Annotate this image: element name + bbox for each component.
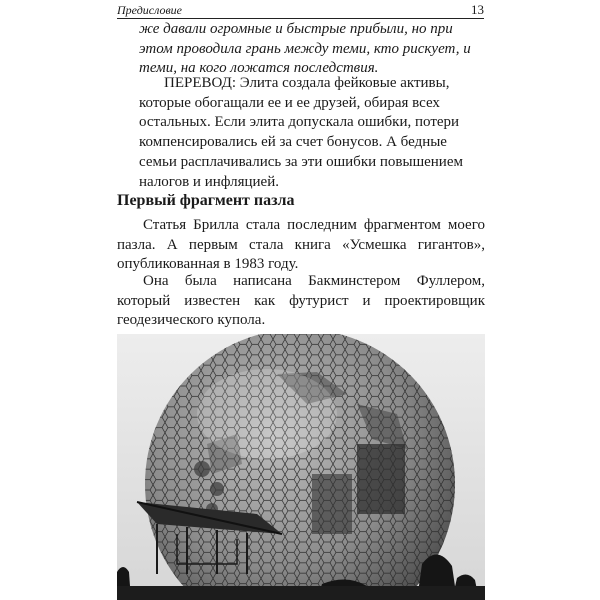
paragraph-text: Статья Брилла стала последним фрагментом моего пазла. А первым стала книга «Усмешка гигантов», опубликованная в 1983 году. (117, 217, 485, 273)
body-paragraph (117, 272, 485, 331)
quote-line: этом проводила грань между теми, кто рискует, и (139, 40, 471, 57)
quote-line: теми, на кого ложатся последствия. (139, 60, 379, 77)
paragraph-text: Она была написана Бакминстером Фуллером, который известен как футурист и проектировщик геодезического купола. (117, 273, 485, 329)
translation-line: которые обогащали ее и ее друзей, обирая всех (139, 94, 440, 111)
translation-line: остальных. Если элита допускала ошибки, потери (139, 114, 460, 131)
quote-line: же давали огромные и быстрые прибыли, но при (139, 21, 453, 37)
translation-line: компенсировались ей за счет бонусов. А бедные (139, 134, 447, 151)
page-number: 13 (471, 2, 484, 17)
section-heading: Первый фрагмент пазла (117, 192, 295, 209)
translation-line: семьи расплачивались за эти ошибки повышением (139, 153, 463, 170)
running-title: Предисловие (117, 3, 183, 17)
quote-block (139, 20, 485, 79)
geodesic-dome-photo (117, 334, 485, 600)
body-paragraph (117, 216, 485, 275)
translation-line: ПЕРЕВОД: Элита создала фейковые активы, (164, 75, 450, 91)
translation-line: налогов и инфляцией. (139, 173, 279, 190)
dome-illustration (117, 334, 485, 600)
running-header (117, 2, 484, 19)
translation-block (139, 74, 485, 192)
